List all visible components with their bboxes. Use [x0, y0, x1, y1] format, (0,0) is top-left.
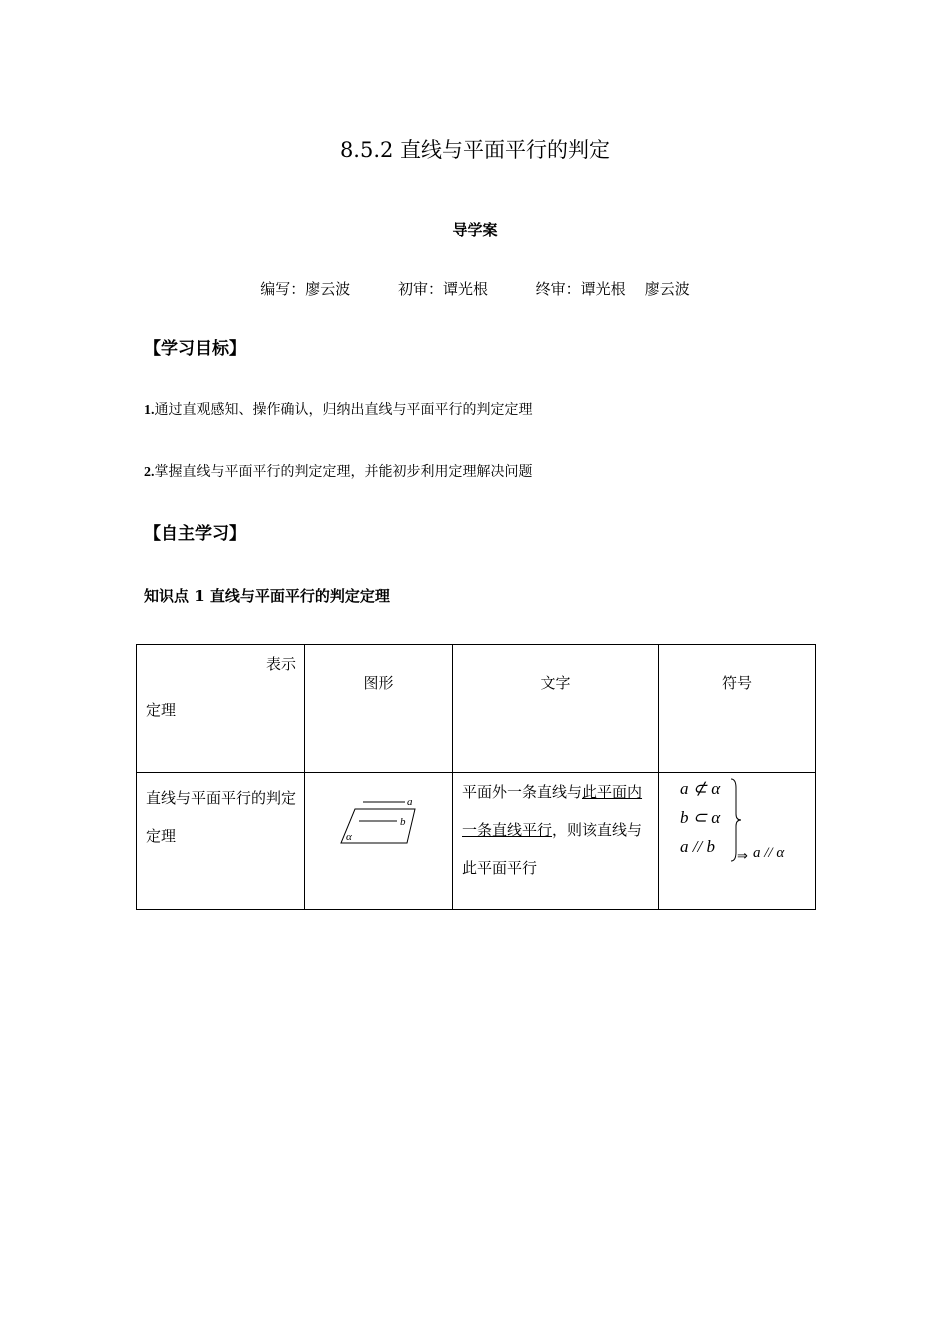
column-header-figure: 图形 [305, 645, 453, 773]
column-header-symbol: 符号 [659, 645, 816, 773]
final-review-credit: 终审：谭光根 廖云波 [535, 280, 690, 298]
table-corner-cell [137, 645, 305, 773]
objective-item-2 [144, 461, 533, 484]
label-b: b [400, 816, 406, 828]
label-alpha: α [346, 831, 352, 843]
author-line [0, 278, 950, 300]
condition-line-1: a ⊄ α [680, 779, 721, 798]
editor-credit: 编写：廖云波 [260, 280, 351, 298]
corner-label-top: 表示 [265, 655, 296, 673]
objective-text: 掌握直线与平面平行的判定定理，并能初步利用定理解决问题 [154, 464, 533, 480]
row-label-cell [137, 773, 305, 910]
theorem-text-part-1: 平面外一条直线与 [462, 783, 583, 801]
implies-arrow: ⇒ [737, 849, 748, 864]
theorem-name: 直线与平面平行的判定定理 [146, 789, 297, 845]
objective-number: 2. [144, 465, 155, 480]
conclusion: a // α [753, 845, 785, 861]
plane-line-diagram [305, 773, 453, 903]
self-study-heading: 【自主学习】 [144, 524, 246, 544]
theorem-text-part-2: ，则该直线与此平面平行 [462, 821, 643, 877]
text-cell [453, 773, 659, 910]
objective-text: 通过直观感知、操作确认，归纳出直线与平面平行的判定定理 [154, 402, 533, 418]
condition-line-2: b ⊂ α [680, 808, 721, 827]
objective-item-1 [144, 399, 533, 422]
symbol-cell [659, 773, 816, 910]
page-title: 8.5.2 直线与平面平行的判定 [339, 138, 611, 162]
condition-line-3: a // b [680, 837, 715, 856]
theorem-table [136, 644, 816, 910]
first-review-credit: 初审：谭光根 [397, 280, 488, 298]
objective-number: 1. [144, 403, 155, 418]
document-subtitle: 导学案 [452, 221, 498, 239]
knowledge-point-heading: 知识点 1 直线与平面平行的判定定理 [144, 587, 390, 605]
label-a: a [407, 796, 413, 808]
objectives-heading: 【学习目标】 [144, 339, 246, 359]
theorem-text-underlined: 此平面内一条直线平行 [462, 783, 643, 839]
corner-label-bottom: 定理 [146, 701, 177, 719]
column-header-text: 文字 [453, 645, 659, 773]
figure-cell [305, 773, 453, 910]
